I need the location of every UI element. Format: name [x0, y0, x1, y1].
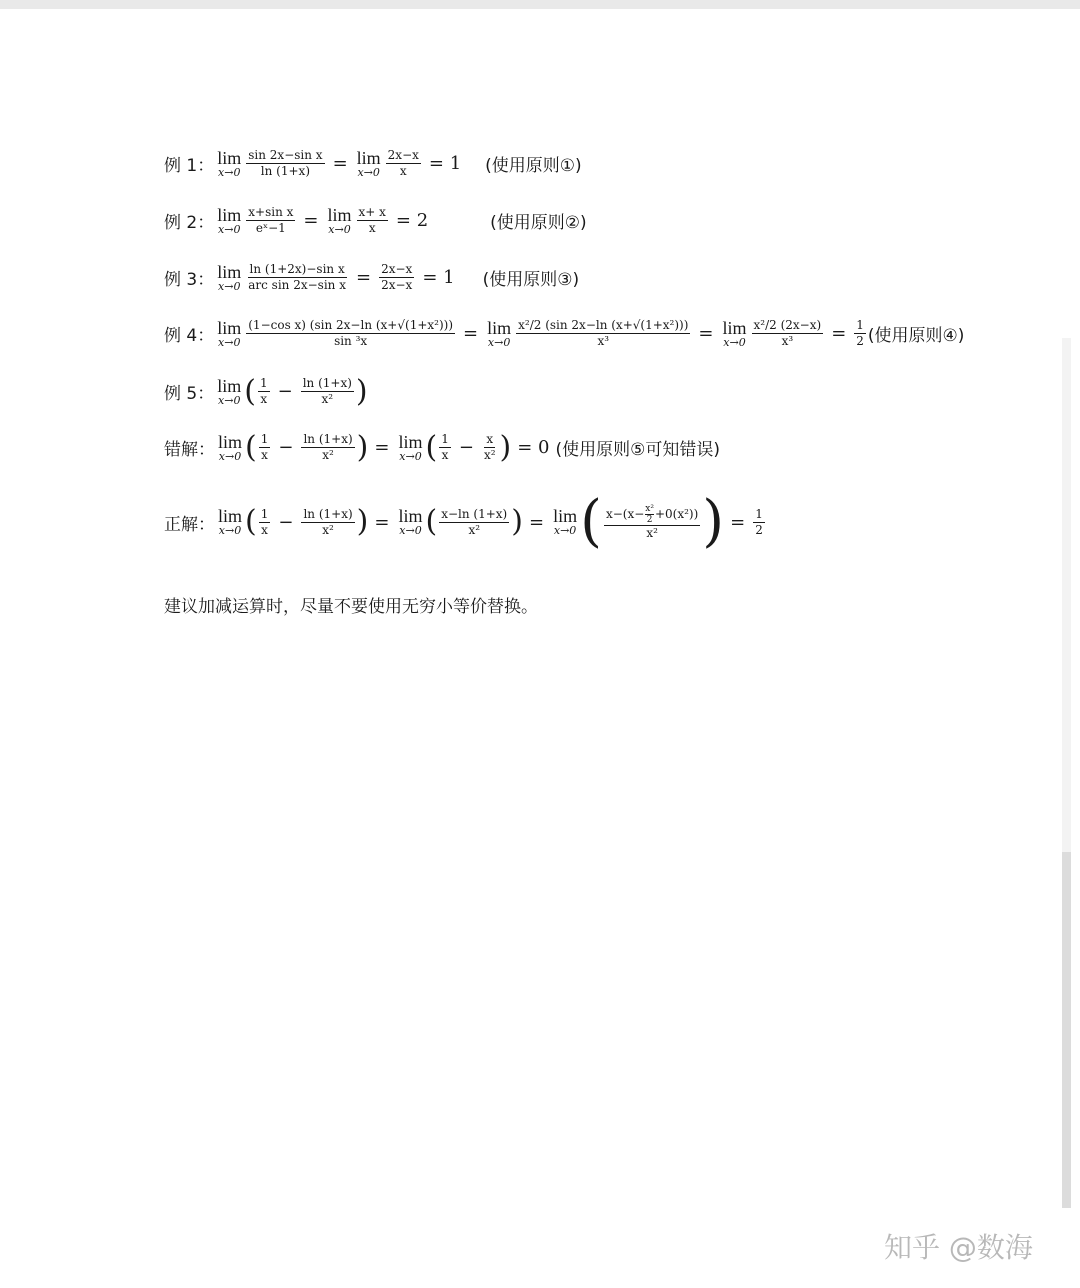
rule-note: (使用原则④)	[867, 326, 965, 346]
fraction: $\frac{1}{x}$	[259, 376, 268, 406]
equals-sign: =	[355, 267, 372, 288]
equals-sign: =	[374, 437, 390, 458]
example-3	[164, 262, 579, 293]
right-paren: )	[355, 373, 368, 409]
fraction: $\frac{2x-x}{x}$	[387, 148, 419, 178]
left-paren: (	[245, 504, 257, 539]
fraction: $\frac{\text{sin 2x−sin x}}{\ln (1+x)}$	[248, 148, 323, 178]
limit: lim x→0	[217, 204, 242, 236]
wrong-solution	[164, 429, 721, 465]
limit: lim x→0	[553, 506, 578, 537]
fraction: $\frac{2x-x}{2x-x}$	[381, 262, 413, 292]
fraction: $\frac{x-\ln (1+x)}{\text{x²}}$	[441, 506, 508, 537]
equals-sign: =	[374, 511, 390, 533]
limit: lim x→0	[398, 506, 423, 537]
equals-sign: =	[730, 511, 746, 533]
limit: lim x→0	[217, 261, 242, 293]
advice-text: 建议加减运算时，尽量不要使用无穷小等价替换。	[164, 597, 538, 617]
fraction: $\frac{\ln (1+x)}{\text{x²}}$	[302, 376, 352, 406]
minus-sign: −	[278, 437, 294, 458]
example-label: 例 5：	[164, 384, 215, 404]
fraction: $\frac{x+ x}{x}$	[358, 205, 386, 235]
fraction: $\frac{\text{(1−cos x) (sin 2x−ln (x+√(1+x²)))}}{\text{sin ³x}}$	[248, 318, 454, 348]
minus-sign: −	[458, 437, 474, 458]
limit: lim x→0	[217, 147, 242, 179]
limit: lim x→0	[327, 204, 352, 236]
fraction: $\frac{\ln (1+x)}{\text{x²}}$	[303, 432, 353, 462]
fraction: $\frac{1}{x}$	[260, 432, 269, 462]
minus-sign: −	[277, 381, 293, 402]
example-1	[164, 148, 582, 179]
example-2	[164, 205, 587, 236]
limit: lim x→0	[218, 431, 243, 463]
fraction: $\frac{\ln (1+x)}{\text{x²}}$	[303, 506, 353, 537]
left-paren: (	[425, 504, 438, 539]
fraction: $\frac{\text{x²/2 (2x−x)}}{\text{x³}}$	[753, 318, 822, 348]
example-label: 例 4：	[164, 326, 215, 346]
limit: lim x→0	[218, 506, 243, 537]
correct-solution	[164, 489, 767, 554]
example-label: 例 3：	[164, 270, 215, 290]
left-big-paren: (	[580, 489, 602, 554]
equals-sign: =	[332, 153, 348, 174]
fraction-nested: x−(x− $\frac{\text{x²}}{2}$ +0(x²)) x²	[605, 503, 699, 540]
equals-sign: =	[463, 323, 479, 344]
result: = 1	[422, 267, 455, 288]
nested-numerator: x−(x− $\frac{\text{x²}}{2}$ +0(x²))	[605, 503, 699, 525]
example-label: 例 1：	[164, 156, 215, 176]
limit: lim x→0	[217, 317, 242, 349]
correct-label: 正解：	[164, 514, 215, 535]
fraction-one-half: $\frac{1}{2}$	[856, 318, 864, 348]
example-label: 例 2：	[164, 213, 215, 233]
rule-note: (使用原则②)	[490, 213, 587, 233]
fraction: $\frac{\text{x²/2 (sin 2x−ln (x+√(1+x²)))}}{\text{x³}}$	[518, 318, 689, 348]
equals-sign: =	[831, 323, 847, 344]
example-5	[164, 373, 368, 409]
result: = 2	[395, 210, 429, 231]
rule-note: (使用原则③)	[482, 270, 580, 290]
left-paren: (	[244, 373, 256, 409]
limit: lim x→0	[722, 317, 747, 349]
left-paren: (	[425, 429, 438, 465]
right-paren: )	[499, 429, 512, 465]
fraction-answer: $\frac{1}{2}$	[755, 506, 763, 537]
right-big-paren: )	[702, 489, 725, 554]
fraction: $\frac{1}{x}$	[260, 506, 269, 537]
rule-note: (使用原则⑤可知错误)	[555, 440, 721, 460]
minus-sign: −	[278, 511, 294, 533]
scrollbar-thumb[interactable]	[1062, 852, 1071, 1208]
left-paren: (	[245, 429, 257, 465]
inner-fraction: $\frac{\text{x²}}{2}$	[645, 503, 654, 525]
result: = 1	[428, 153, 462, 174]
limit: lim x→0	[356, 147, 381, 179]
watermark: 知乎 @数海	[884, 1231, 1033, 1264]
limit: lim x→0	[398, 431, 423, 463]
fraction: $\frac{x}{\text{x²}}$	[483, 432, 496, 462]
example-4	[164, 318, 964, 349]
right-paren: )	[356, 429, 369, 465]
limit: lim x→0	[217, 375, 242, 407]
equals-sign: =	[303, 210, 319, 231]
right-paren: )	[511, 504, 523, 539]
right-paren: )	[356, 504, 369, 539]
top-bar	[0, 0, 1080, 9]
rule-note: (使用原则①)	[485, 156, 582, 176]
result: = 0	[517, 437, 550, 458]
fraction: $\frac{\text{x+sin x}}{\text{eˣ−1}}$	[248, 205, 294, 235]
fraction: $\frac{1}{x}$	[441, 432, 449, 462]
fraction: $\frac{\text{ln (1+2x)−sin x}}{\text{arc sin 2x−sin x}}$	[248, 262, 346, 292]
wrong-label: 错解：	[164, 440, 215, 460]
equals-sign: =	[528, 511, 545, 533]
limit: lim x→0	[487, 317, 512, 349]
equals-sign: =	[698, 323, 714, 344]
